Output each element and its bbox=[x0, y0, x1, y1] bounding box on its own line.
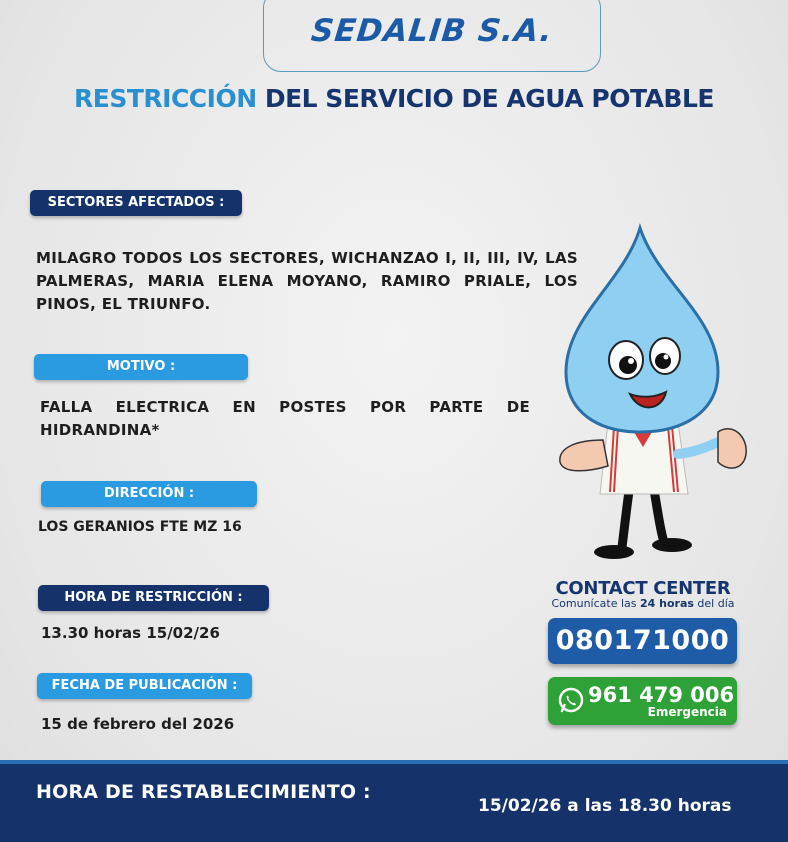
sectores-text bbox=[36, 247, 578, 316]
motivo-line: HIDRANDINA* bbox=[40, 421, 160, 439]
contact-center-title: CONTACT CENTER bbox=[555, 578, 731, 599]
restablecimiento-value: 15/02/26 a las 18.30 horas bbox=[478, 796, 732, 816]
motivo-text bbox=[40, 396, 530, 442]
sectores-label: SECTORES AFECTADOS : bbox=[30, 190, 242, 216]
whatsapp-label: Emergencia bbox=[647, 705, 727, 719]
sectores-line: PINOS, EL TRIUNFO. bbox=[36, 295, 211, 313]
whatsapp-button[interactable] bbox=[548, 677, 737, 725]
sectores-line: MILAGRO TODOS LOS SECTORES, WICHANZAO I, II, III, IV, LAS bbox=[36, 249, 578, 267]
direccion-label: DIRECCIÓN : bbox=[41, 481, 257, 507]
subtitle-pre: Comunícate las bbox=[551, 597, 640, 610]
motivo-label: MOTIVO : bbox=[34, 354, 248, 380]
page-title bbox=[0, 84, 788, 113]
motivo-line: FALLA ELECTRICA EN POSTES POR PARTE DE bbox=[40, 398, 530, 416]
subtitle-post: del día bbox=[693, 597, 735, 610]
whatsapp-icon bbox=[557, 686, 585, 714]
restablecimiento-label: HORA DE RESTABLECIMIENTO : bbox=[36, 781, 371, 803]
direccion-value: LOS GERANIOS FTE MZ 16 bbox=[38, 519, 242, 535]
title-highlight: RESTRICCIÓN bbox=[74, 84, 257, 113]
sectores-line: PALMERAS, MARIA ELENA MOYANO, RAMIRO PRIALE, LOS bbox=[36, 272, 578, 290]
hora-restriccion-label: HORA DE RESTRICCIÓN : bbox=[38, 585, 269, 611]
company-logo: SEDALIB S.A. bbox=[309, 13, 555, 49]
footer-bar bbox=[0, 760, 788, 842]
logo-box bbox=[263, 0, 601, 72]
fecha-publicacion-label: FECHA DE PUBLICACIÓN : bbox=[37, 673, 252, 699]
contact-center-subtitle bbox=[548, 597, 738, 610]
phone-button[interactable]: 080171000 bbox=[548, 618, 737, 664]
subtitle-bold: 24 horas bbox=[640, 597, 694, 610]
hora-restriccion-value: 13.30 horas 15/02/26 bbox=[41, 624, 220, 642]
fecha-publicacion-value: 15 de febrero del 2026 bbox=[41, 715, 235, 733]
water-drop-mascot bbox=[548, 222, 758, 567]
title-rest: DEL SERVICIO DE AGUA POTABLE bbox=[256, 84, 714, 113]
whatsapp-number: 961 479 006 bbox=[588, 683, 735, 707]
